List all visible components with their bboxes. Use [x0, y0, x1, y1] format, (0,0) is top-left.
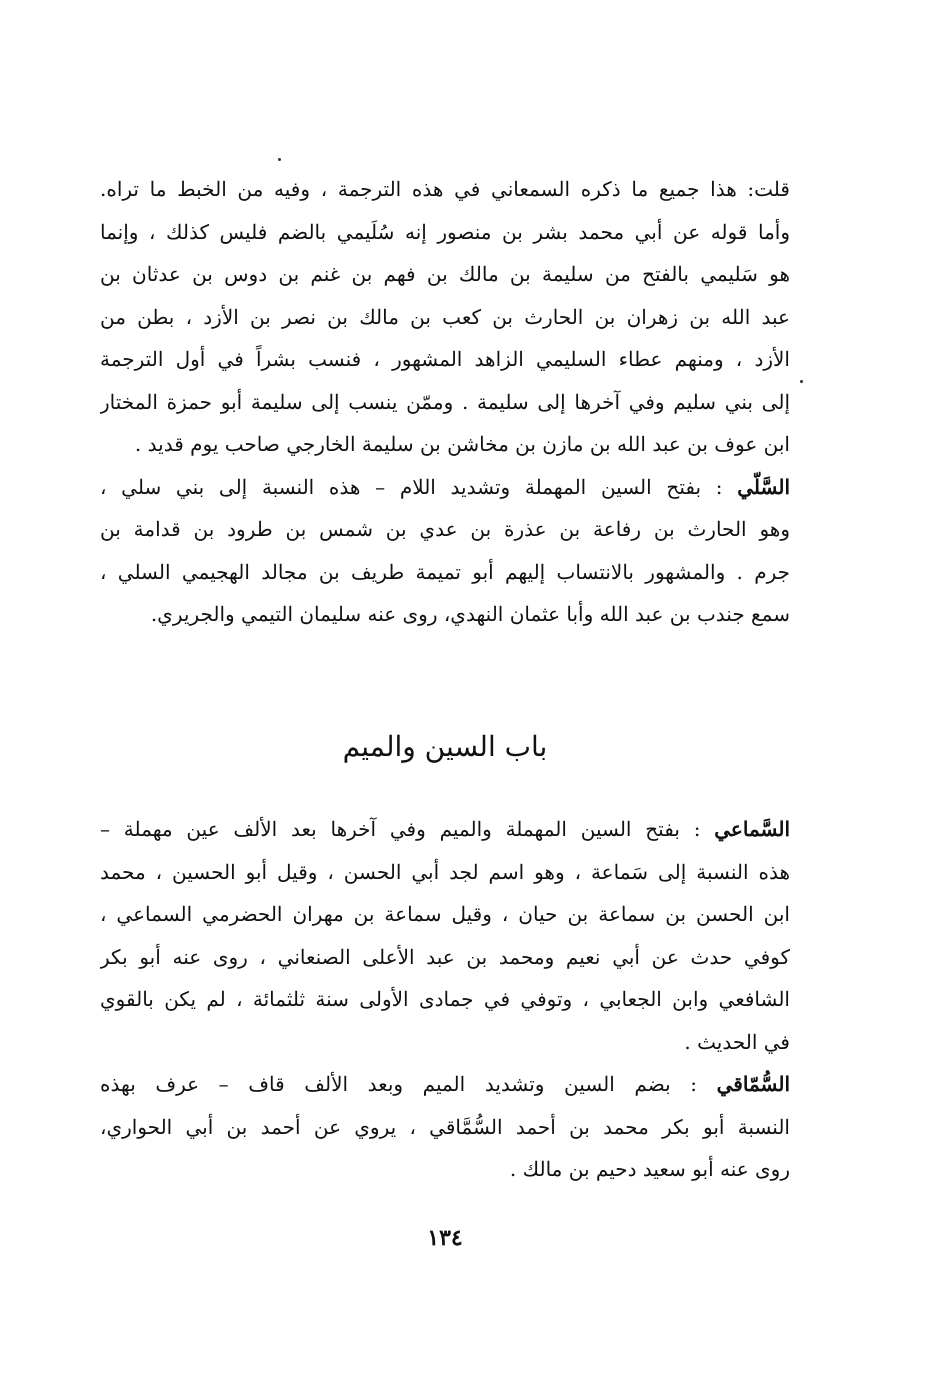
scan-speck [800, 380, 803, 383]
paragraph-line: قلت: هذا جميع ما ذكره السمعاني في هذه الترجمة ، وفيه من الخبط ما تراه. [100, 177, 790, 201]
paragraph-line: عبد الله بن زهران بن الحارث بن كعب بن مالك بن نصر بن الأزد ، بطن من [100, 304, 790, 329]
entry-line: جرم . والمشهور بالانتساب إليهم أبو تميمة طريف بن مجالد الهجيمي السلي ، [100, 559, 790, 584]
entry-term-salli: السَّلّي [737, 474, 790, 499]
paragraph-line: إلى بني سليم وفي آخرها إلى سليمة . وممّن ينسب إلى سليمة أبو حمزة المختار [100, 389, 790, 414]
paragraph-line: وأما قوله عن أبي محمد بشر بن منصور إنه سُلَيمي بالضم فليس كذلك ، وإنما [100, 219, 790, 244]
entry-line: النسبة أبو بكر محمد بن أحمد السُّمَّاقي ، يروي عن أحمد بن أبي الحواري، [100, 1114, 790, 1139]
entry-term-samai: السَّماعي [714, 817, 790, 841]
paragraph-line: الأزد ، ومنهم عطاء السليمي الزاهد المشهور ، فنسب بشراً في أول الترجمة [100, 347, 790, 371]
paragraph-line: ابن عوف بن عبد الله بن مازن بن مخاشن بن سليمة الخارجي صاحب يوم قديد . [134, 432, 790, 456]
entry-line: الشافعي وابن الجعابي ، وتوفي في جمادى الأولى سنة ثلثمائة ، لم يكن بالقوي [100, 987, 790, 1011]
entry-line: سمع جندب بن عبد الله وأبا عثمان النهدي، روى عنه سليمان التيمي والجريري. [150, 602, 790, 626]
scan-speck [278, 158, 281, 161]
paragraph-line: هو سَليمي بالفتح من سليمة بن مالك بن فهم بن غنم بن دوس بن عدثان بن [100, 262, 790, 286]
text-block-intro [100, 168, 790, 636]
entry-text: : بفتح السين المهملة وتشديد اللام – هذه النسبة إلى بني سلي ، [100, 474, 723, 499]
page-number: ١٣٤ [427, 1225, 463, 1251]
entry-line: هذه النسبة إلى سَماعة ، وهو اسم لجد أبي الحسن ، وقيل أبو الحسين ، محمد [100, 859, 790, 884]
entry-text: : بضم السين وتشديد الميم وبعد الألف قاف – عرف بهذه [100, 1072, 697, 1096]
entry-line: كوفي حدث عن أبي نعيم ومحمد بن عبد الأعلى الصنعاني ، روى عنه أبو بكر [100, 944, 790, 969]
entry-line [100, 466, 790, 509]
entry-line [100, 808, 790, 851]
entry-text: : بفتح السين المهملة والميم وفي آخرها بعد الألف عين مهملة – [100, 817, 701, 841]
entry-line: ابن الحسن بن سماعة بن حيان ، وقيل سماعة بن مهران الحضرمي السماعي ، [100, 902, 790, 926]
entry-term-summaqi: السُّمّاقي [716, 1072, 790, 1096]
entry-line: في الحديث . [684, 1029, 790, 1054]
entry-line [100, 1063, 790, 1106]
entry-line: روى عنه أبو سعيد دحيم بن مالك . [509, 1157, 790, 1181]
entry-line: وهو الحارث بن رفاعة بن عذرة بن عدي بن شمس بن طرود بن قدامة بن [100, 517, 790, 541]
text-block-entries [100, 808, 790, 1191]
section-heading: باب السين والميم [342, 730, 548, 763]
